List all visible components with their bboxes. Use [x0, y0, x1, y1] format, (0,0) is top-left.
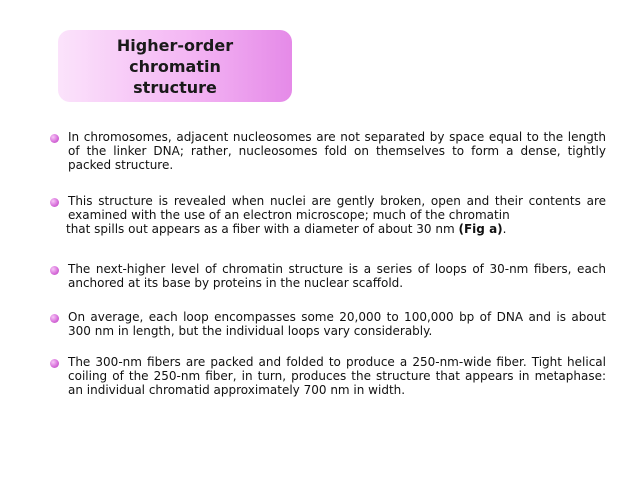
title-box	[58, 30, 292, 102]
bullet-text-1: In chromosomes, adjacent nucleosomes are not separated by space equal to the length of the linker DNA; rather, nucleosomes fold on themselves to form a dense, tightly packed structure.	[68, 130, 606, 172]
figure-reference: (Fig a)	[458, 222, 503, 236]
slide-title-line2: structure	[133, 77, 217, 97]
slide-title	[70, 35, 280, 98]
purple-dot-bullet-icon	[50, 134, 59, 143]
purple-dot-bullet-icon	[50, 314, 59, 323]
slide-title-line1: Higher-order chromatin	[116, 35, 234, 76]
bullet-text-2-end: .	[502, 222, 507, 236]
bullet-text-2-continuation	[66, 222, 606, 236]
purple-dot-bullet-icon	[50, 266, 59, 275]
purple-dot-bullet-icon	[50, 359, 59, 368]
bullet-text-5: The 300-nm fibers are packed and folded to produce a 250-nm-wide fiber. Tight helical coiling of the 250-nm fiber, in turn, produces the structure that appears in metaphase: an individual chromatid approximately 700 nm in width.	[68, 355, 606, 397]
bullet-text-2	[68, 194, 606, 236]
bullet-text-3: The next-higher level of chromatin structure is a series of loops of 30-nm fibers, each anchored at its base by proteins in the nuclear scaffold.	[68, 262, 606, 290]
purple-dot-bullet-icon	[50, 198, 59, 207]
bullet-text-2-cont-text: that spills out appears as a fiber with a diameter of about 30 nm	[66, 222, 455, 236]
bullet-text-2-main: This structure is revealed when nuclei are gently broken, open and their contents are examined with the use of an electron microscope; much of the chromatin	[68, 194, 606, 222]
bullet-text-4: On average, each loop encompasses some 20,000 to 100,000 bp of DNA and is about 300 nm in length, but the individual loops vary considerably.	[68, 310, 606, 338]
